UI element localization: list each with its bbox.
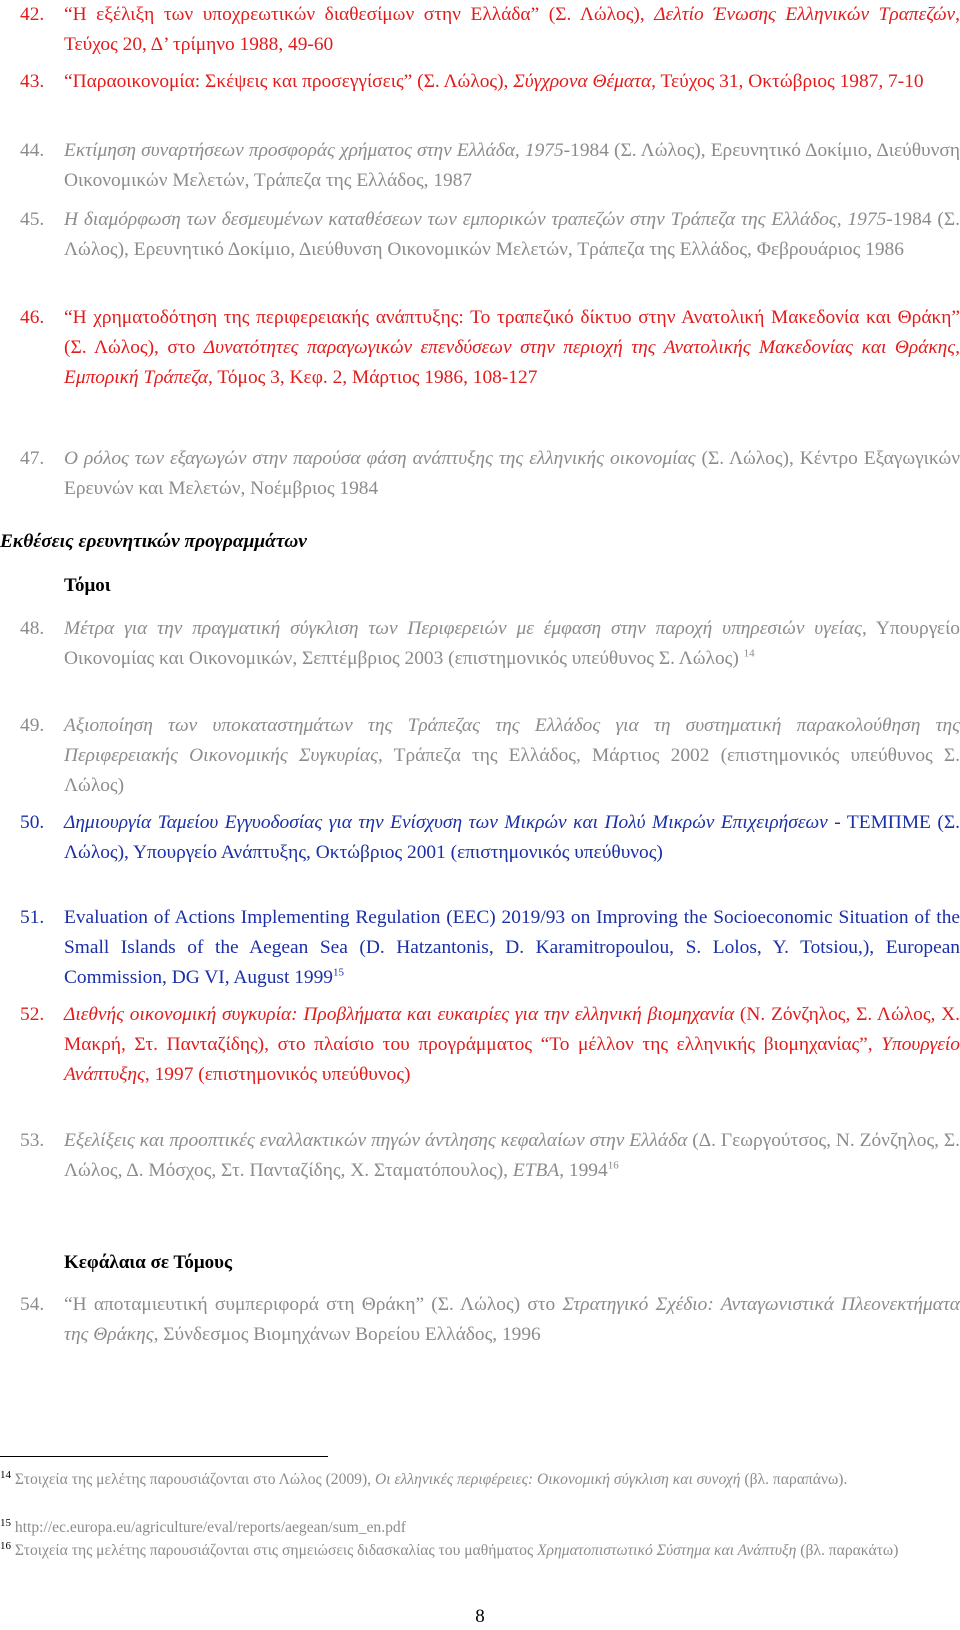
text-segment: “Η αποταμιευτική συμπεριφορά στη Θράκη” (Σ. Λώλος) στο — [64, 1294, 563, 1315]
text-segment: , Τράπεζα της Ελλάδος, Μάρτιος 2002 (επιστημονικός υπεύθυνος Σ. Λώλος) — [64, 745, 960, 796]
footnote-marker: 14 — [743, 647, 755, 660]
text-segment: -1984 (Σ. Λώλος), Ερευνητικό Δοκίμιο, Διεύθυνση Οικονομικών Μελετών, Τράπεζα της Ελλάδος, 1987 — [64, 140, 960, 191]
reference-number: 48. — [20, 618, 45, 639]
footnote-marker: 16 — [607, 1159, 619, 1172]
text-segment: , Υπουργείο Οικονομίας και Οικονομικών, Σεπτέμβριος 2003 (επιστημονικός υπεύθυνος Σ. Λώλος) — [64, 618, 960, 669]
subsection-heading-volumes: Τόμοι — [64, 575, 111, 596]
italic-title-segment: Δημιουργία Ταμείου Εγγυοδοσίας για την Ενίσχυση των Μικρών και Πολύ Μικρών Επιχειρήσεων — [64, 812, 828, 833]
footnote-number: 15 — [0, 1516, 11, 1529]
reference-text — [64, 444, 960, 504]
reference-number: 47. — [20, 448, 45, 469]
reference-number: 54. — [20, 1294, 45, 1315]
footnote-marker: 15 — [333, 966, 344, 979]
italic-title-segment: Δυνατότητες παραγωγικών επενδύσεων στην περιοχή της Ανατολικής Μακεδονίας και Θράκης, Εμπορική Τράπεζα — [64, 337, 960, 388]
text-segment: , Τόμος 3, Κεφ. 2, Μάρτιος 1986, 108-127 — [208, 367, 538, 388]
italic-title-segment: Ο ρόλος των εξαγωγών στην παρούσα φάση ανάπτυξης της ελληνικής οικονομίας — [64, 448, 696, 469]
italic-title-segment: Σύγχρονα Θέματα — [513, 71, 652, 92]
italic-title-segment: Δελτίο Ένωσης Ελληνικών Τραπεζών — [654, 4, 956, 25]
text-segment: (Ν. Ζόνζηλος, Σ. Λώλος, Χ. Μακρή, Στ. Πανταζίδης), στο πλαίσιο του προγράμματος “Το μέλλον της ελληνικής βιομηχανίας”, — [64, 1004, 960, 1055]
reference-text — [64, 303, 960, 393]
reference-text — [64, 808, 960, 868]
text-segment: , Τεύχος 31, Οκτώβριος 1987, 7-10 — [651, 71, 924, 92]
footnote-14 — [0, 1468, 960, 1491]
text-segment: , 1997 (επιστημονικός υπεύθυνος) — [144, 1064, 411, 1085]
italic-title-segment: Η διαμόρφωση των δεσμευμένων καταθέσεων των εμπορικών τραπεζών στην Τράπεζα της Ελλάδος, 1975 — [64, 209, 887, 230]
footnote-16 — [0, 1539, 960, 1562]
reference-text — [64, 903, 960, 993]
reference-text — [64, 1290, 960, 1350]
reference-text — [64, 1126, 960, 1186]
reference-number: 45. — [20, 209, 45, 230]
italic-title-segment: Διεθνής οικονομική συγκυρία: Προβλήματα και ευκαιρίες για την ελληνική βιομηχανία — [64, 1004, 735, 1025]
text-segment: “Παραοικονομία: Σκέψεις και προσεγγίσεις” (Σ. Λώλος), — [64, 71, 514, 92]
text-segment: Evaluation of Actions Implementing Regulation (EEC) 2019/93 on Improving the Socioeconomic Situation of the Small Islands of the Aegean Sea (D. Hatzantonis, D. Karamitropoulou, S. Lolos, Y. Totsiou,), European Commission, DG VI, August 1999 — [64, 907, 960, 988]
italic-title-segment: Οι ελληνικές περιφέρειες: Οικονομική σύγκλιση και συνοχή — [374, 1471, 741, 1488]
italic-title-segment: Στρατηγικό Σχέδιο: Ανταγωνιστικά Πλεονεκτήματα της Θράκης — [64, 1294, 960, 1345]
italic-title-segment: Εξελίξεις και προοπτικές εναλλακτικών πηγών άντλησης κεφαλαίων στην Ελλάδα — [64, 1130, 688, 1151]
text-segment: - ΤΕΜΠΜΕ (Σ. Λώλος), Υπουργείο Ανάπτυξης, Οκτώβριος 2001 (επιστημονικός υπεύθυνος) — [64, 812, 960, 863]
reference-number: 52. — [20, 1004, 45, 1025]
reference-text — [64, 136, 960, 196]
text-segment: Στοιχεία της μελέτης παρουσιάζονται στο Λώλος (2009), — [14, 1471, 375, 1488]
reference-text — [64, 1000, 960, 1090]
text-segment: (Δ. Γεωργούτσος, Ν. Ζόνζηλος, Σ. Λώλος, Δ. Μόσχος, Στ. Πανταζίδης, Χ. Σταματόπουλος), — [64, 1130, 960, 1181]
text-segment: (βλ. παρακάτω) — [796, 1542, 899, 1559]
text-segment: -1984 (Σ. Λώλος), Ερευνητικό Δοκίμιο, Διεύθυνση Οικονομικών Μελετών, Τράπεζα της Ελλάδος, Φεβρουάριος 1986 — [64, 209, 960, 260]
italic-title-segment: Χρηματοπιστωτικό Σύστημα και Ανάπτυξη — [537, 1542, 797, 1559]
italic-title-segment: Υπουργείο Ανάπτυξης — [64, 1034, 960, 1085]
reference-number: 51. — [20, 907, 45, 928]
reference-number: 46. — [20, 307, 45, 328]
italic-title-segment: Αξιοποίηση των υποκαταστημάτων της Τράπεζας της Ελλάδος για τη συστηματική παρακολούθηση της Περιφερειακής Οικονομικής Συγκυρίας — [64, 715, 960, 766]
text-segment: “Η εξέλιξη των υποχρεωτικών διαθεσίμων στην Ελλάδα” (Σ. Λώλος), — [64, 4, 655, 25]
reference-number: 44. — [20, 140, 45, 161]
reference-text — [64, 205, 960, 265]
reference-text — [64, 614, 960, 674]
italic-title-segment: Μέτρα για την πραγματική σύγκλιση των Περιφερειών με έμφαση στην παροχή υπηρεσιών υγείας — [64, 618, 862, 639]
reference-number: 49. — [20, 715, 45, 736]
text-segment: Στοιχεία της μελέτης παρουσιάζονται στις σημειώσεις διδασκαλίας του μαθήματος — [14, 1542, 538, 1559]
text-segment: (βλ. παραπάνω). — [740, 1471, 848, 1488]
subsection-heading-chapters: Κεφάλαια σε Τόμους — [64, 1252, 232, 1273]
italic-title-segment: ΕΤΒΑ — [512, 1160, 560, 1181]
italic-title-segment: Εκτίμηση συναρτήσεων προσφοράς χρήματος στην Ελλάδα, 1975 — [64, 140, 564, 161]
text-segment: , 1994 — [559, 1160, 608, 1181]
footnote-separator — [0, 1456, 328, 1457]
text-segment: , Τεύχος 20, Δ’ τρίμηνο 1988, 49-60 — [64, 4, 960, 55]
text-segment: , Σύνδεσμος Βιομηχάνων Βορείου Ελλάδος, 1996 — [153, 1324, 541, 1345]
footnote-15 — [0, 1516, 960, 1539]
reference-number: 43. — [20, 71, 45, 92]
footnote-number: 14 — [0, 1468, 11, 1481]
text-segment: http://ec.europa.eu/agriculture/eval/reports/aegean/sum_en.pdf — [14, 1519, 406, 1536]
page-number: 8 — [475, 1606, 485, 1627]
reference-text — [64, 67, 960, 97]
reference-text — [64, 0, 960, 60]
text-segment: (Σ. Λώλος), Κέντρο Εξαγωγικών Ερευνών και Μελετών, Νοέμβριος 1984 — [64, 448, 960, 499]
footnote-number: 16 — [0, 1539, 11, 1552]
reference-number: 42. — [20, 4, 45, 25]
section-heading: Εκθέσεις ερευνητικών προγραμμάτων — [0, 531, 307, 552]
text-segment: “Η χρηματοδότηση της περιφερειακής ανάπτυξης: Το τραπεζικό δίκτυο στην Ανατολική Μακεδονία και Θράκη” (Σ. Λώλος), στο — [64, 307, 960, 358]
reference-number: 53. — [20, 1130, 45, 1151]
reference-number: 50. — [20, 812, 45, 833]
reference-text — [64, 711, 960, 801]
